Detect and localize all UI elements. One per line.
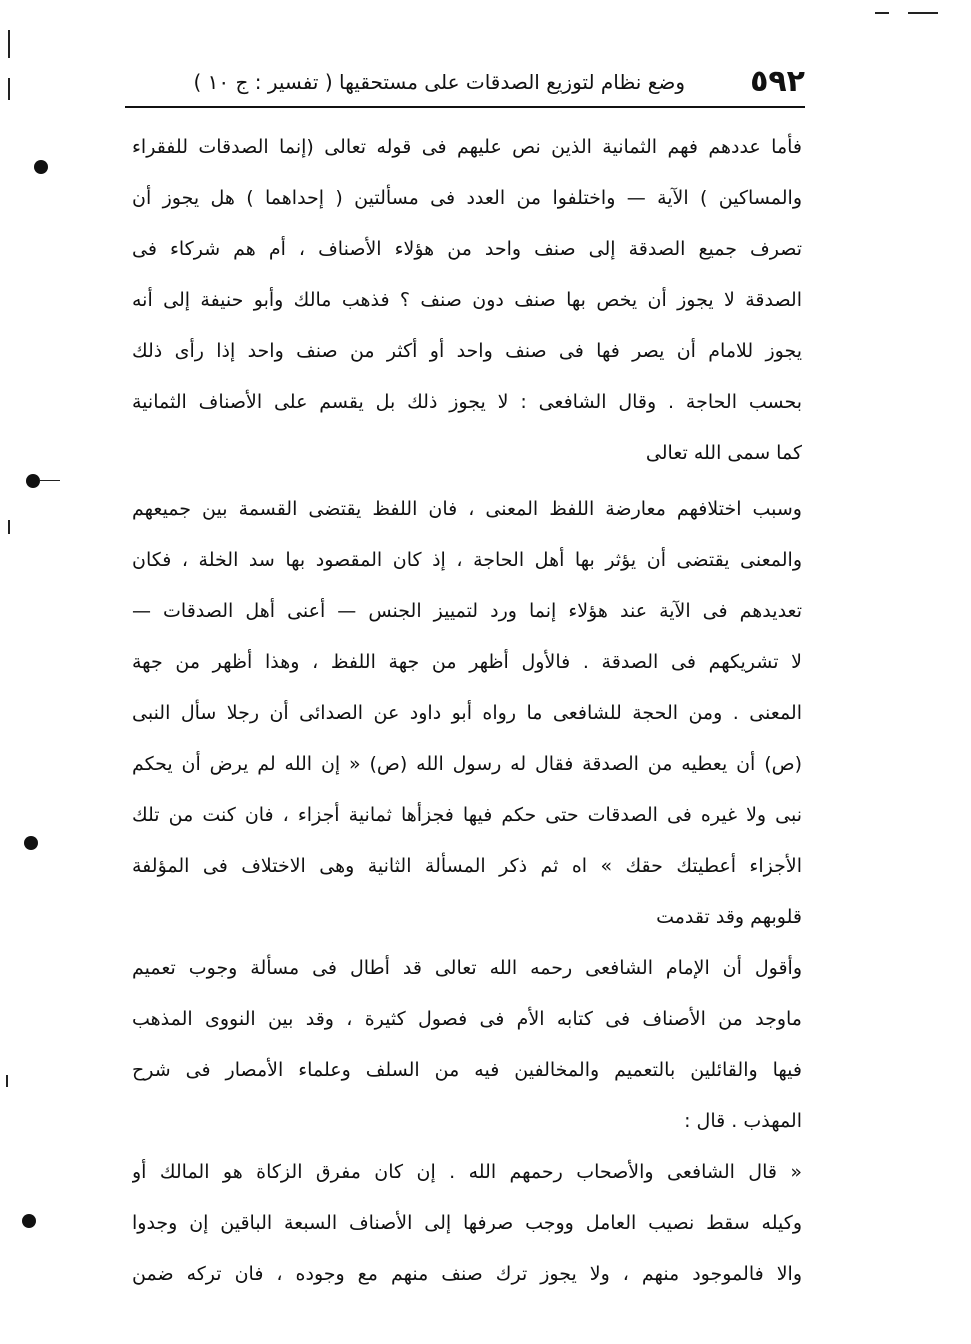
- text-line: ماوجد من الأصناف فى كتابه الأم فى فصول كثيرة ، وقد بين النووى المذهب: [132, 1008, 802, 1030]
- page-number: ٥٩٢: [750, 64, 805, 99]
- text-line: والمساكين ) الآية — واختلفوا من العدد فى مسألتين ( إحداهما ) هل يجوز أن: [132, 187, 802, 209]
- text-line: تعديدهم فى الآية عند هؤلاء إنما ورد لتمييز الجنس — أعنى أهل الصدقات —: [132, 600, 802, 622]
- paragraph: [132, 943, 802, 1147]
- text-line: المهذب . قال :: [684, 1110, 802, 1132]
- scan-top-tick: [875, 12, 889, 14]
- text-line: الصدقة لا يجوز أن يخص بها صنف دون صنف ؟ فذهب مالك وأبو حنيفة إلى أنه: [132, 289, 802, 311]
- text-line: وأقول أن الإمام الشافعى رحمه الله تعالى قد أطال فى مسألة وجوب تعميم: [132, 957, 802, 979]
- text-line: فيها والقائلين بالتعميم والمخالفين فيه من السلف وعلماء الأمصار فى شرح: [132, 1059, 802, 1081]
- punch-hole-dot: [22, 1214, 36, 1228]
- paragraph: [132, 1147, 802, 1300]
- text-line: يجوز للامام أن يصر فها فى صنف واحد أو أكثر من صنف واحد إذا رأى ذلك: [132, 340, 802, 362]
- text-line: المعنى . ومن الحجة للشافعى ما رواه أبو داود عن الصدائى أن رجلا سأل النبى: [132, 702, 802, 724]
- punch-hole-dot: [34, 160, 48, 174]
- text-line: تصرف جميع الصدقة إلى صنف واحد من هؤلاء الأصناف ، أم هم شركاء فى: [132, 238, 802, 260]
- text-line: « قال الشافعى والأصحاب رحمهم الله . إن كان مفرق الزكاة هو المالك أو: [132, 1161, 802, 1183]
- punch-hole-dot: [24, 836, 38, 850]
- text-line: قلوبهم وقد تقدمت: [656, 906, 802, 928]
- punch-hole-dot: [26, 474, 40, 488]
- scan-edge-line-left: [8, 78, 10, 100]
- text-line: والمعنى يقتضى أن يؤثر بها أهل الحاجة ، إذ كان المقصود بها سد الخلة ، فكان: [132, 549, 802, 571]
- scan-edge-line-left: [6, 1075, 8, 1087]
- text-line: وكيله سقط نصيب العامل ووجب صرفها إلى الأصناف السبعة الباقين إن وجدوا: [132, 1212, 802, 1234]
- body-text: [132, 122, 802, 1300]
- text-line: فأما عددهم فهم الثمانية الذين نص عليهم فى قوله تعالى (إنما الصدقات للفقراء: [132, 136, 802, 158]
- text-line: الأجزاء أعطيتك حقك » اه ثم ذكر المسألة الثانية وهى الاختلاف فى المؤلفة: [132, 855, 802, 877]
- text-line: والا فالموجود منهم ، ولا يجوز ترك صنف منهم مع وجوده ، فان تركه ضمن: [132, 1263, 802, 1285]
- paragraph: [132, 122, 802, 479]
- text-line: كما سمى الله تعالى: [645, 442, 802, 464]
- text-line: وسبب اختلافهم معارضة اللفظ المعنى ، فان اللفظ يقتضى القسمة بين جميعهم: [132, 498, 802, 520]
- scan-edge-line-left: [8, 30, 10, 58]
- paragraph: [132, 484, 802, 943]
- running-title: وضع نظام لتوزيع الصدقات على مستحقيها ( تفسير : ج ١٠ ): [193, 70, 685, 94]
- text-line: لا تشريكهم فى الصدقة . فالأول أظهر من جهة اللفظ ، وهذا أظهر من جهة: [132, 651, 802, 673]
- page-header: [125, 62, 805, 102]
- scan-top-tick: [908, 12, 938, 14]
- text-line: بحسب الحاجة . وقال الشافعى : لا يجوز ذلك بل يقسم على الأصناف الثمانية: [132, 391, 802, 413]
- text-line: (ص) أن يعطيه من الصدقة فقال له رسول الله (ص) « إن الله لم يرض أن يحكم: [132, 753, 802, 775]
- header-rule: [125, 106, 805, 108]
- scan-edge-line-left: [8, 520, 10, 534]
- text-line: نبى ولا غيره فى الصدقات حتى حكم فيها فجزأها ثمانية أجزاء ، فان كنت من تلك: [132, 804, 802, 826]
- scan-dot-tail: [40, 480, 60, 481]
